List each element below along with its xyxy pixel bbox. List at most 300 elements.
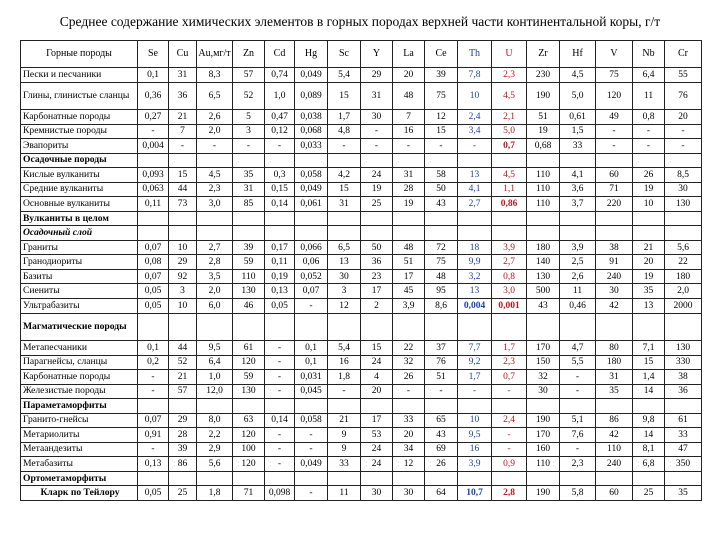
value-cell xyxy=(361,153,393,168)
value-cell: 6,4 xyxy=(633,68,665,83)
column-header-rock: Горные породы xyxy=(21,41,138,68)
rock-name: Кларк по Тейлору xyxy=(21,486,138,501)
rock-name: Осадочный слой xyxy=(21,226,138,241)
value-cell: 5,0 xyxy=(492,124,527,139)
rock-name: Пески и песчаники xyxy=(21,68,138,83)
value-cell: 4,5 xyxy=(197,168,233,183)
value-cell: 130 xyxy=(665,341,702,356)
value-cell: 71 xyxy=(596,182,633,197)
value-cell: 61 xyxy=(233,341,265,356)
value-cell: 39 xyxy=(233,240,265,255)
value-cell: 140 xyxy=(527,255,560,270)
value-cell: 0,14 xyxy=(265,197,295,212)
value-cell: 15 xyxy=(633,355,665,370)
value-cell: 32 xyxy=(527,370,560,385)
value-cell xyxy=(169,211,197,226)
value-cell: 24 xyxy=(361,457,393,472)
value-cell: 0,049 xyxy=(295,457,328,472)
value-cell: 180 xyxy=(527,240,560,255)
value-cell: 57 xyxy=(169,384,197,399)
value-cell: 15 xyxy=(361,341,393,356)
table-row xyxy=(21,168,702,183)
value-cell: 110 xyxy=(527,168,560,183)
value-cell: 1,5 xyxy=(560,124,596,139)
value-cell: 0,06 xyxy=(295,255,328,270)
value-cell: 31 xyxy=(361,82,393,110)
value-cell: 28 xyxy=(393,182,425,197)
table-row xyxy=(21,486,702,501)
value-cell: - xyxy=(138,384,169,399)
value-cell: 0,27 xyxy=(138,110,169,125)
value-cell: 2,7 xyxy=(458,197,492,212)
value-cell: 48 xyxy=(393,82,425,110)
value-cell: 51 xyxy=(393,255,425,270)
value-cell: - xyxy=(233,139,265,154)
value-cell: 110 xyxy=(527,182,560,197)
value-cell: 24 xyxy=(361,168,393,183)
column-header-se: Se xyxy=(138,41,169,68)
value-cell: 240 xyxy=(596,269,633,284)
value-cell: - xyxy=(295,442,328,457)
value-cell: 0,47 xyxy=(265,110,295,125)
value-cell: 50 xyxy=(425,182,458,197)
value-cell: 13 xyxy=(328,255,361,270)
value-cell: 2,3 xyxy=(492,68,527,83)
value-cell: 52 xyxy=(169,355,197,370)
rock-name: Метаандезиты xyxy=(21,442,138,457)
value-cell: - xyxy=(265,355,295,370)
value-cell: 35 xyxy=(633,284,665,299)
value-cell: 0,3 xyxy=(265,168,295,183)
value-cell: 190 xyxy=(527,413,560,428)
value-cell: 38 xyxy=(596,240,633,255)
value-cell: - xyxy=(560,384,596,399)
value-cell: - xyxy=(492,428,527,443)
value-cell: 47 xyxy=(665,442,702,457)
value-cell xyxy=(560,471,596,486)
value-cell: 37 xyxy=(425,341,458,356)
value-cell: 6,5 xyxy=(328,240,361,255)
value-cell: 4,1 xyxy=(560,168,596,183)
value-cell: 80 xyxy=(596,341,633,356)
value-cell: 1,1 xyxy=(492,182,527,197)
value-cell xyxy=(633,313,665,341)
value-cell: 4,5 xyxy=(560,68,596,83)
value-cell: 0,045 xyxy=(295,384,328,399)
value-cell xyxy=(265,226,295,241)
value-cell: 180 xyxy=(665,269,702,284)
value-cell: 0,1 xyxy=(138,68,169,83)
value-cell: 220 xyxy=(596,197,633,212)
value-cell: 59 xyxy=(233,370,265,385)
rock-name: Метапесчаники xyxy=(21,341,138,356)
column-header-zr: Zr xyxy=(527,41,560,68)
value-cell: 0,8 xyxy=(492,269,527,284)
value-cell xyxy=(393,313,425,341)
value-cell xyxy=(265,211,295,226)
table-row xyxy=(21,413,702,428)
value-cell: 0,9 xyxy=(492,457,527,472)
value-cell xyxy=(633,211,665,226)
value-cell: 0,86 xyxy=(492,197,527,212)
elements-table xyxy=(20,40,702,501)
value-cell: 2,8 xyxy=(492,486,527,501)
value-cell xyxy=(492,211,527,226)
value-cell: 15 xyxy=(328,82,361,110)
rock-name: Железистые породы xyxy=(21,384,138,399)
value-cell: 12,0 xyxy=(197,384,233,399)
value-cell xyxy=(328,211,361,226)
value-cell: 2,2 xyxy=(197,428,233,443)
value-cell: 7 xyxy=(169,124,197,139)
value-cell: 5,6 xyxy=(197,457,233,472)
value-cell xyxy=(425,313,458,341)
value-cell: 2,5 xyxy=(560,255,596,270)
value-cell: - xyxy=(425,139,458,154)
value-cell: 5,8 xyxy=(560,486,596,501)
value-cell: 24 xyxy=(361,442,393,457)
value-cell: 110 xyxy=(596,442,633,457)
value-cell: 15 xyxy=(169,168,197,183)
value-cell: 9,5 xyxy=(197,341,233,356)
value-cell: 30 xyxy=(596,284,633,299)
table-row xyxy=(21,182,702,197)
rock-name: Сиениты xyxy=(21,284,138,299)
value-cell: 0,19 xyxy=(265,269,295,284)
value-cell: 0,05 xyxy=(265,298,295,313)
value-cell: - xyxy=(197,139,233,154)
value-cell: 20 xyxy=(633,255,665,270)
value-cell xyxy=(596,153,633,168)
table-row xyxy=(21,457,702,472)
value-cell: 15 xyxy=(425,124,458,139)
column-header-th: Th xyxy=(458,41,492,68)
value-cell xyxy=(633,399,665,414)
value-cell: 16 xyxy=(328,355,361,370)
value-cell: 30 xyxy=(361,110,393,125)
value-cell xyxy=(197,211,233,226)
value-cell: 2000 xyxy=(665,298,702,313)
value-cell: 230 xyxy=(527,68,560,83)
value-cell: - xyxy=(560,370,596,385)
value-cell: 5,1 xyxy=(560,413,596,428)
value-cell: 42 xyxy=(596,298,633,313)
value-cell: 1,8 xyxy=(197,486,233,501)
value-cell: 0,05 xyxy=(138,486,169,501)
value-cell xyxy=(633,226,665,241)
value-cell: 2,3 xyxy=(197,182,233,197)
value-cell: 0,07 xyxy=(295,284,328,299)
value-cell xyxy=(665,226,702,241)
value-cell: 1,7 xyxy=(492,341,527,356)
value-cell: 10,7 xyxy=(458,486,492,501)
value-cell: 350 xyxy=(665,457,702,472)
table-row xyxy=(21,139,702,154)
value-cell xyxy=(233,153,265,168)
table-row xyxy=(21,240,702,255)
value-cell xyxy=(169,153,197,168)
value-cell: 0,058 xyxy=(295,413,328,428)
value-cell xyxy=(138,153,169,168)
value-cell: 0,7 xyxy=(492,139,527,154)
value-cell xyxy=(596,399,633,414)
value-cell xyxy=(492,471,527,486)
value-cell: - xyxy=(265,341,295,356)
value-cell xyxy=(425,211,458,226)
rock-name: Граниты xyxy=(21,240,138,255)
value-cell: - xyxy=(265,370,295,385)
value-cell: 51 xyxy=(527,110,560,125)
table-row xyxy=(21,68,702,83)
value-cell: 33 xyxy=(328,457,361,472)
column-header-cd: Cd xyxy=(265,41,295,68)
value-cell xyxy=(169,471,197,486)
value-cell: 30 xyxy=(361,486,393,501)
value-cell: 31 xyxy=(169,68,197,83)
value-cell: 12 xyxy=(328,298,361,313)
value-cell: 0,13 xyxy=(265,284,295,299)
value-cell xyxy=(169,399,197,414)
value-cell xyxy=(560,313,596,341)
table-row xyxy=(21,370,702,385)
value-cell: - xyxy=(560,442,596,457)
value-cell: 0,68 xyxy=(527,139,560,154)
value-cell: 2,4 xyxy=(458,110,492,125)
value-cell: 0,11 xyxy=(138,197,169,212)
value-cell: 75 xyxy=(425,255,458,270)
value-cell: - xyxy=(596,124,633,139)
value-cell xyxy=(633,471,665,486)
value-cell xyxy=(393,471,425,486)
value-cell: 6,5 xyxy=(197,82,233,110)
value-cell: 61 xyxy=(665,413,702,428)
value-cell: - xyxy=(425,384,458,399)
value-cell xyxy=(169,226,197,241)
value-cell: 18 xyxy=(458,240,492,255)
value-cell xyxy=(425,226,458,241)
value-cell: 43 xyxy=(425,428,458,443)
value-cell xyxy=(596,226,633,241)
value-cell: 19 xyxy=(633,182,665,197)
value-cell: 15 xyxy=(328,182,361,197)
value-cell: 160 xyxy=(527,442,560,457)
value-cell: 16 xyxy=(458,442,492,457)
value-cell: 3,4 xyxy=(458,124,492,139)
value-cell: 0,049 xyxy=(295,182,328,197)
value-cell: 42 xyxy=(596,428,633,443)
table-row xyxy=(21,211,702,226)
value-cell: 22 xyxy=(393,341,425,356)
value-cell: 3,0 xyxy=(492,284,527,299)
value-cell: 39 xyxy=(169,442,197,457)
value-cell: 0,031 xyxy=(295,370,328,385)
value-cell xyxy=(197,313,233,341)
value-cell xyxy=(233,211,265,226)
value-cell xyxy=(265,153,295,168)
value-cell: 2,8 xyxy=(197,255,233,270)
value-cell: 2,3 xyxy=(560,457,596,472)
table-row xyxy=(21,124,702,139)
value-cell: 21 xyxy=(169,370,197,385)
value-cell: 39 xyxy=(425,68,458,83)
value-cell xyxy=(458,211,492,226)
value-cell: 9,9 xyxy=(458,255,492,270)
table-row xyxy=(21,255,702,270)
value-cell: - xyxy=(295,486,328,501)
value-cell: 3 xyxy=(328,284,361,299)
column-header-hg: Hg xyxy=(295,41,328,68)
value-cell xyxy=(596,211,633,226)
value-cell: 130 xyxy=(233,384,265,399)
value-cell: 13 xyxy=(633,298,665,313)
value-cell: - xyxy=(492,442,527,457)
value-cell: 190 xyxy=(527,486,560,501)
value-cell: 0,066 xyxy=(295,240,328,255)
table-row xyxy=(21,82,702,110)
value-cell: 10 xyxy=(169,298,197,313)
value-cell: 3,5 xyxy=(197,269,233,284)
value-cell: 8,3 xyxy=(197,68,233,83)
value-cell: 2,3 xyxy=(492,355,527,370)
value-cell: 0,14 xyxy=(265,413,295,428)
value-cell: 85 xyxy=(233,197,265,212)
value-cell: 0,12 xyxy=(265,124,295,139)
value-cell: 110 xyxy=(527,457,560,472)
value-cell: 7,7 xyxy=(458,341,492,356)
rock-name: Кислые вулканиты xyxy=(21,168,138,183)
value-cell: 25 xyxy=(169,486,197,501)
value-cell: - xyxy=(458,139,492,154)
value-cell: 0,1 xyxy=(295,341,328,356)
value-cell: 8,6 xyxy=(425,298,458,313)
value-cell: 2,0 xyxy=(197,124,233,139)
column-header-y: Y xyxy=(361,41,393,68)
value-cell: - xyxy=(265,442,295,457)
rock-name: Ортометаморфиты xyxy=(21,471,138,486)
value-cell: 23 xyxy=(361,269,393,284)
rock-name: Карбонатные породы xyxy=(21,370,138,385)
column-header-cr: Cr xyxy=(665,41,702,68)
value-cell: 20 xyxy=(361,384,393,399)
value-cell: 8,1 xyxy=(633,442,665,457)
value-cell: 19 xyxy=(361,182,393,197)
value-cell: 86 xyxy=(169,457,197,472)
value-cell: 60 xyxy=(596,486,633,501)
rock-name: Кремнистые породы xyxy=(21,124,138,139)
value-cell: 9 xyxy=(328,442,361,457)
value-cell: 4,5 xyxy=(492,82,527,110)
value-cell: 0,1 xyxy=(295,355,328,370)
value-cell xyxy=(361,313,393,341)
value-cell: 10 xyxy=(633,197,665,212)
table-row xyxy=(21,153,702,168)
value-cell: 71 xyxy=(233,486,265,501)
value-cell xyxy=(492,399,527,414)
column-header-zn: Zn xyxy=(233,41,265,68)
value-cell: 46 xyxy=(233,298,265,313)
value-cell xyxy=(492,153,527,168)
rock-name: Параметаморфиты xyxy=(21,399,138,414)
value-cell: 3,9 xyxy=(560,240,596,255)
value-cell: 0,08 xyxy=(138,255,169,270)
value-cell: 0,038 xyxy=(295,110,328,125)
value-cell: 31 xyxy=(233,182,265,197)
rock-name: Метабазиты xyxy=(21,457,138,472)
value-cell: 0,1 xyxy=(138,341,169,356)
value-cell: 86 xyxy=(596,413,633,428)
value-cell xyxy=(197,226,233,241)
value-cell: - xyxy=(265,384,295,399)
value-cell xyxy=(393,399,425,414)
value-cell: 0,093 xyxy=(138,168,169,183)
value-cell: 17 xyxy=(361,284,393,299)
value-cell: 0,07 xyxy=(138,413,169,428)
value-cell xyxy=(295,399,328,414)
value-cell: 150 xyxy=(527,355,560,370)
value-cell: 10 xyxy=(458,82,492,110)
value-cell xyxy=(233,313,265,341)
value-cell: 17 xyxy=(361,413,393,428)
value-cell: 1,0 xyxy=(265,82,295,110)
value-cell: 3,9 xyxy=(458,457,492,472)
value-cell: 35 xyxy=(596,384,633,399)
value-cell: 0,004 xyxy=(138,139,169,154)
value-cell: 72 xyxy=(425,240,458,255)
value-cell: 0,8 xyxy=(633,110,665,125)
value-cell: 0,033 xyxy=(295,139,328,154)
value-cell: 48 xyxy=(425,269,458,284)
value-cell: - xyxy=(328,139,361,154)
value-cell xyxy=(596,471,633,486)
value-cell xyxy=(265,399,295,414)
value-cell: 25 xyxy=(361,197,393,212)
value-cell: - xyxy=(265,139,295,154)
value-cell xyxy=(527,153,560,168)
value-cell: 9,5 xyxy=(458,428,492,443)
value-cell xyxy=(197,471,233,486)
value-cell: 95 xyxy=(425,284,458,299)
value-cell xyxy=(295,471,328,486)
value-cell xyxy=(265,313,295,341)
column-header-ce: Ce xyxy=(425,41,458,68)
value-cell: 44 xyxy=(169,341,197,356)
value-cell: 0,07 xyxy=(138,269,169,284)
value-cell: 19 xyxy=(527,124,560,139)
rock-name: Эвапориты xyxy=(21,139,138,154)
value-cell: 34 xyxy=(393,442,425,457)
value-cell: - xyxy=(458,384,492,399)
value-cell: 76 xyxy=(425,355,458,370)
value-cell: 0,061 xyxy=(295,197,328,212)
value-cell: 20 xyxy=(393,428,425,443)
value-cell: 21 xyxy=(633,240,665,255)
value-cell: 57 xyxy=(233,68,265,83)
value-cell: 240 xyxy=(596,457,633,472)
rock-name: Гранито-гнейсы xyxy=(21,413,138,428)
value-cell: - xyxy=(265,457,295,472)
value-cell xyxy=(328,399,361,414)
value-cell: - xyxy=(295,298,328,313)
rock-name: Вулканиты в целом xyxy=(21,211,138,226)
value-cell xyxy=(138,399,169,414)
value-cell: 26 xyxy=(393,370,425,385)
value-cell xyxy=(328,471,361,486)
value-cell: 69 xyxy=(425,442,458,457)
value-cell: 50 xyxy=(361,240,393,255)
value-cell: 2,4 xyxy=(492,413,527,428)
value-cell xyxy=(138,471,169,486)
value-cell: 3 xyxy=(169,284,197,299)
